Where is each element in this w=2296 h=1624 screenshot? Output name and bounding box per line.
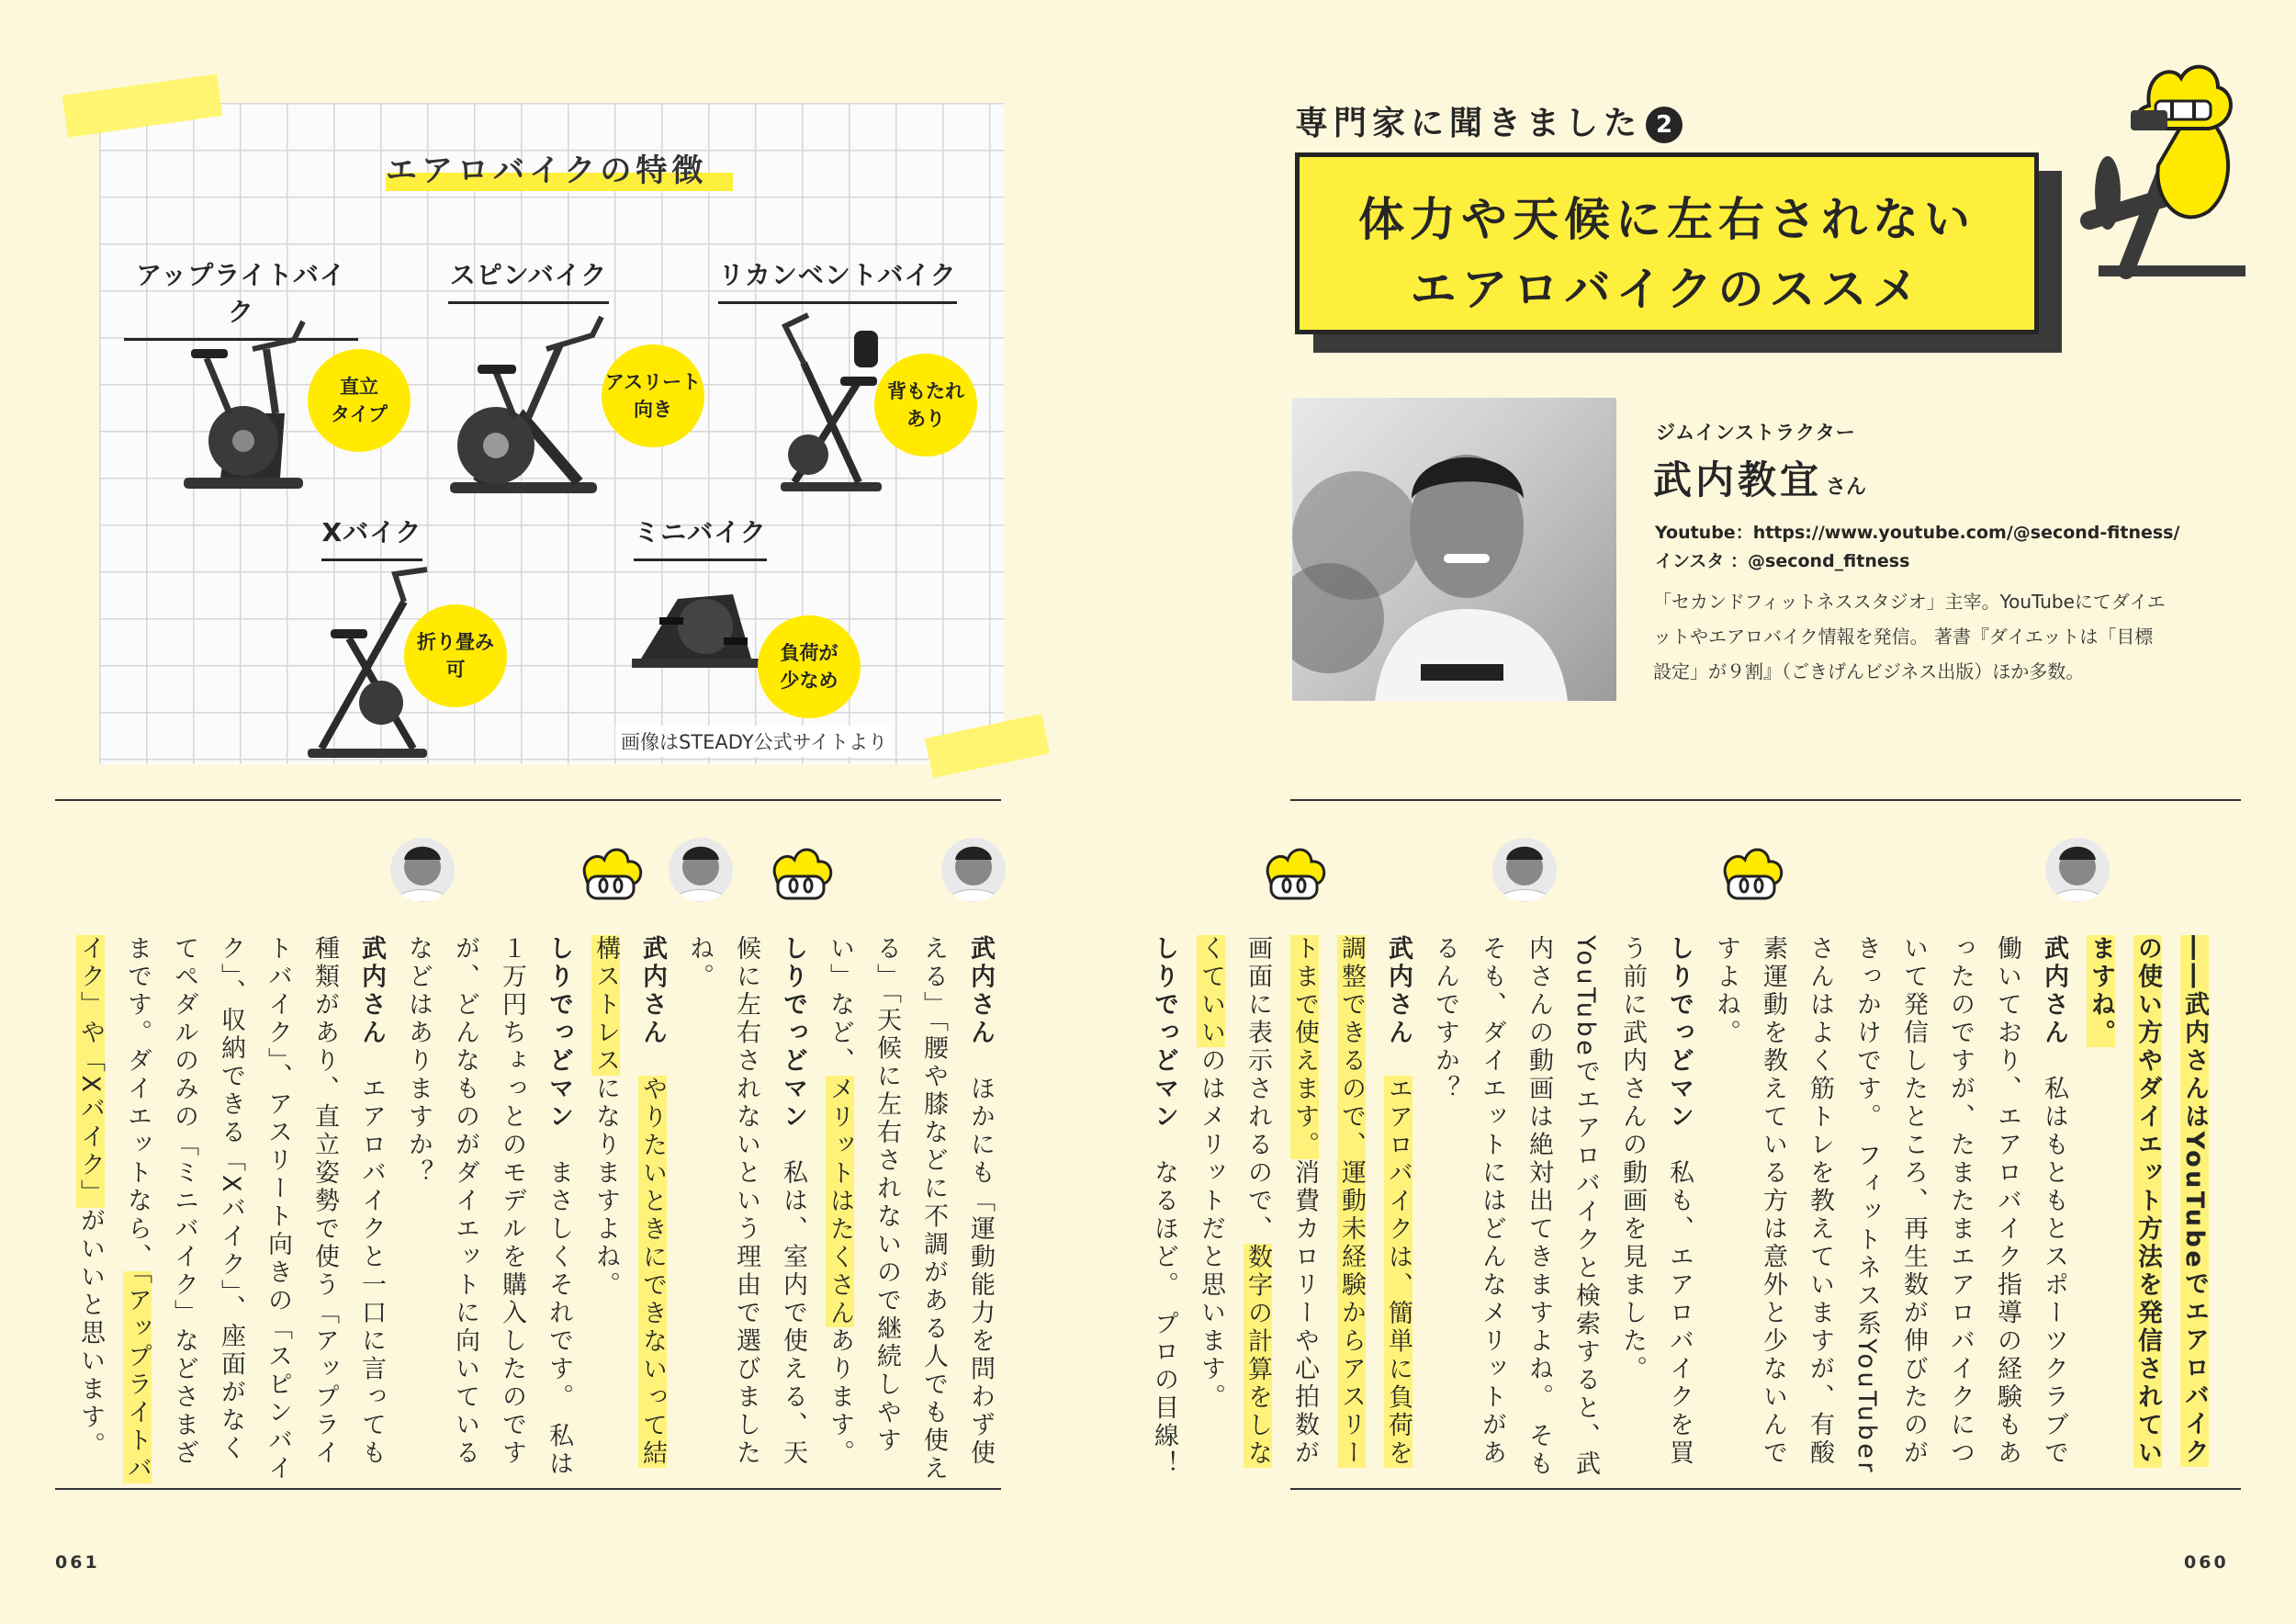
series-kicker: 専門家に聞きました 2 [1295, 97, 1683, 144]
profile-role: ジムインストラクター [1656, 422, 1856, 444]
right-page-body [1150, 935, 2218, 1486]
badge-x: 折り畳み 可 [404, 604, 507, 707]
takeuchi-avatar [2045, 838, 2110, 902]
answer-text: 私はもともとスポーツクラブで働いており、エアロバイク指導の経験もあったのですが、たまたまエアロバイクについて発信したところ、再生数が伸びたのがきっかけです。 フィットネス系YouTuberさんはよく筋トレを教えていますが、有酸素運動を教えている方は意外と少ないんですよね。 [1712, 935, 2068, 1475]
takeuchi-avatar [669, 838, 733, 902]
spin-bike-image [441, 308, 615, 496]
badge-mini: 負荷が 少なめ [758, 615, 861, 718]
highlighted-text: 「アップライトバイク」や「Xバイク」 [76, 935, 152, 1483]
right-top-rule [1290, 799, 2241, 801]
mascot-face-icon [577, 843, 646, 902]
mascot-bike-illustration [2071, 55, 2255, 280]
speaker-label: しりでっどマン [545, 935, 573, 1132]
series-number: 2 [1646, 107, 1683, 143]
instagram-link[interactable]: インスタ ：@second_fitness [1655, 551, 1910, 571]
answer-text: になりますよね。 [591, 1075, 620, 1300]
bike-label-mini: ミニバイク [634, 513, 767, 561]
takeuchi-avatar [1492, 838, 1557, 902]
badge-upright: 直立 タイプ [308, 349, 411, 452]
upright-bike-image [165, 312, 331, 496]
dialogue-text: 私は、室内で使える、天候に左右されないという理由で選びましたね。 [685, 935, 807, 1468]
page-number-left: 061 [55, 1552, 100, 1573]
panel-title: エアロバイクの特徴 [386, 152, 708, 189]
dialogue-text: 私も、エアロバイクを買う前に武内さんの動画を見ました。YouTubeでエアロバイクと検索すると、武内さんの動画は絶対出てきますよね。 そもそも、ダイエットにはどんなメリットがあるんですか？ [1431, 935, 1694, 1479]
profile-name: 武内教宜 さん [1653, 457, 1867, 502]
answer-text: エアロバイクと一口に言っても種類があり、直立姿勢で使う「アップライトバイク」、アスリート向きの「スピンバイク」、収納できる「Xバイク」、座面がなくてペダルのみの「ミニバイク」などさまざまです。ダイエットなら、 [123, 935, 386, 1483]
mascot-face-icon [767, 843, 836, 902]
speaker-label: 武内さん [966, 935, 995, 1047]
left-page-body [76, 935, 1004, 1486]
badge-spin: アスリート 向き [602, 344, 704, 447]
left-bottom-rule [55, 1488, 1001, 1490]
answer-text: あります。 [826, 1327, 854, 1468]
page-number-right: 060 [2184, 1552, 2229, 1573]
title-line-1: 体力や天候に左右されない [1358, 193, 1975, 246]
takeuchi-avatar [941, 838, 1006, 902]
bike-label-recumbent: リカンベントバイク [718, 255, 957, 304]
speaker-label: 武内さん [357, 935, 386, 1047]
interviewer-question: ――武内さんはYouTubeでエアロバイクの使い方やダイエット方法を発信されていますね。 [2087, 935, 2209, 1468]
bike-label-x: Xバイク [321, 513, 422, 561]
speaker-label: 武内さん [1384, 935, 1412, 1047]
takeuchi-avatar [390, 838, 455, 902]
answer-text: ほかにも「運動能力を問わず使える」「腰や膝などに不調がある人でも使える」「天候に左右されないので継続しやすい」など、 [826, 935, 995, 1483]
title-box [1295, 152, 2039, 334]
badge-recumbent: 背もたれ あり [874, 354, 977, 457]
highlighted-text: メリットはたくさん [826, 1075, 854, 1327]
speaker-label: しりでっどマン [1665, 935, 1694, 1132]
dialogue-text: まさしくそれです。 私は１万円ちょっとのモデルを購入したのですが、どんなものがダイエットに向いているなどはありますか？ [404, 935, 573, 1479]
speaker-label: 武内さん [638, 935, 667, 1047]
mini-bike-image [623, 562, 770, 672]
speaker-label: 武内さん [2040, 935, 2068, 1047]
speaker-label: しりでっどマン [779, 935, 807, 1132]
image-credit: 画像はSTEADY公式サイトより [615, 726, 893, 757]
title-line-2: エアロバイクのススメ [1410, 263, 1924, 316]
profile-bio: 「セカンドフィットネススタジオ」主宰。YouTubeにてダイエットやエアロバイク情報を発信。 著書『ダイエットは「目標設定」が９割』（ごきげんビジネス出版）ほか多数。 [1653, 591, 2166, 682]
highlighted-text: エアロバイクは、簡単に負荷を調整できるので、運動未経験からアスリートまで使えます。 [1290, 935, 1412, 1468]
instructor-photo [1292, 398, 1616, 701]
left-top-rule [55, 799, 1001, 801]
youtube-link[interactable]: Youtube：https://www.youtube.com/@second-fitness/ [1655, 523, 2180, 543]
answer-text: がいいと思います。 [76, 1207, 105, 1460]
right-bottom-rule [1290, 1488, 2241, 1490]
dialogue-text: なるほど。 プロの目線！ [1150, 1159, 1178, 1479]
bike-label-spin: スピンバイク [448, 255, 609, 304]
answer-text: のはメリットだと思います。 [1197, 1047, 1225, 1412]
speaker-label: しりでっどマン [1150, 935, 1178, 1132]
mascot-face-icon [1717, 843, 1786, 902]
highlighted-text: やりたいときにできないって結構ストレス [591, 935, 667, 1468]
highlighted-text: 数字の計算をしなくていい [1197, 935, 1272, 1468]
mascot-face-icon [1260, 843, 1329, 902]
bike-label-upright: アップライトバイク [124, 255, 358, 341]
answer-text: 消費カロリーや心拍数が画面に表示されるので、 [1244, 935, 1319, 1468]
